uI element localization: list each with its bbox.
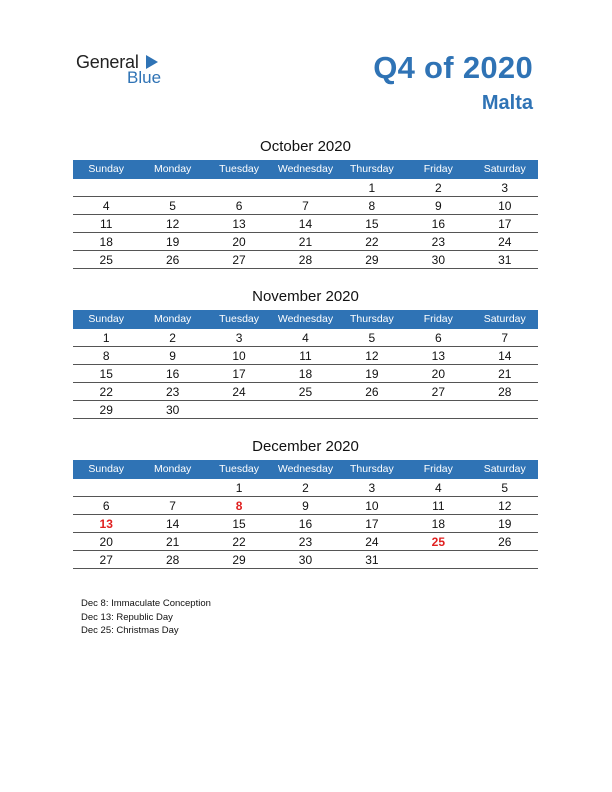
day-cell: 29 [99, 403, 113, 417]
month-title: December 2020 [252, 438, 359, 455]
day-cell: 9 [434, 199, 442, 213]
day-cell: 24 [498, 235, 512, 249]
week-row [73, 515, 538, 533]
day-cell [206, 179, 272, 196]
day-cell: 1 [368, 181, 376, 195]
day-cell: 23 [298, 535, 313, 549]
day-cell: 17 [232, 367, 246, 381]
day-cell: 10 [232, 349, 246, 363]
day-cell: 26 [365, 385, 379, 399]
day-cell: 27 [232, 253, 246, 267]
day-cell: 27 [99, 553, 113, 567]
day-cell: 28 [498, 385, 512, 399]
day-cell: 25 [298, 385, 313, 399]
day-cell: 1 [102, 331, 110, 345]
day-cell: 30 [298, 553, 313, 567]
day-cell: 11 [99, 217, 113, 231]
week-row [73, 479, 538, 497]
day-cell: 2 [434, 181, 442, 195]
week-row [73, 215, 538, 233]
holiday-note: Dec 8: Immaculate Conception [81, 598, 211, 609]
day-cell: 18 [431, 517, 445, 531]
day-cell: 12 [365, 349, 379, 363]
day-cell: 4 [302, 331, 309, 345]
weekday-label: Sunday [88, 163, 125, 175]
brand-blue-text: Blue [127, 68, 162, 87]
day-cell [272, 179, 338, 196]
day-cell: 6 [235, 199, 243, 213]
day-cell: 19 [165, 235, 180, 249]
day-cell [472, 401, 538, 418]
holiday-day-cell: 13 [99, 517, 113, 531]
day-cell: 25 [99, 253, 113, 267]
page-title: Q4 of 2020 [373, 50, 533, 85]
day-cell: 11 [432, 499, 445, 513]
weekday-label: Wednesday [277, 313, 334, 325]
day-cell: 24 [365, 535, 379, 549]
day-cell [472, 551, 538, 568]
weekday-header [73, 310, 538, 329]
week-row [73, 401, 538, 419]
week-row [73, 251, 538, 269]
weekday-label: Monday [153, 313, 192, 325]
day-cell: 8 [368, 199, 376, 213]
day-cell: 22 [232, 535, 246, 549]
weekday-label: Friday [423, 313, 453, 325]
day-cell [339, 401, 405, 418]
day-cell: 20 [99, 535, 113, 549]
day-cell: 13 [232, 217, 246, 231]
day-cell: 3 [501, 181, 509, 195]
week-row [73, 383, 538, 401]
week-row [73, 533, 538, 551]
day-cell: 14 [165, 517, 180, 531]
day-cell: 14 [498, 349, 512, 363]
week-row [73, 497, 538, 515]
day-cell: 5 [501, 481, 509, 495]
weekday-label: Monday [153, 463, 192, 475]
day-cell: 24 [232, 385, 246, 399]
day-cell: 4 [434, 481, 442, 495]
day-cell: 28 [165, 553, 180, 567]
day-cell: 22 [99, 385, 113, 399]
holiday-note: Dec 25: Christmas Day [81, 625, 179, 636]
day-cell [73, 179, 139, 196]
month-calendar [73, 287, 538, 419]
day-cell: 5 [169, 199, 176, 213]
day-cell: 14 [298, 217, 313, 231]
day-cell: 3 [235, 331, 243, 345]
brand-logo [76, 52, 176, 88]
weekday-label: Monday [153, 163, 192, 175]
day-cell: 8 [102, 349, 110, 363]
month-title: October 2020 [260, 138, 351, 155]
day-cell: 30 [165, 403, 180, 417]
weekday-label: Thursday [350, 163, 394, 175]
day-cell: 1 [235, 481, 243, 495]
country-name: Malta [481, 92, 533, 114]
weekday-label: Sunday [88, 463, 125, 475]
day-cell: 16 [298, 517, 313, 531]
day-cell: 21 [498, 367, 512, 381]
day-cell: 4 [102, 199, 110, 213]
weekday-header [73, 460, 538, 479]
day-cell: 7 [169, 499, 176, 513]
week-row [73, 551, 538, 569]
brand-general-text: General [76, 52, 139, 72]
day-cell: 19 [498, 517, 512, 531]
day-cell: 15 [232, 517, 246, 531]
holiday-day-cell: 25 [431, 535, 445, 549]
day-cell: 16 [431, 217, 445, 231]
day-cell [206, 401, 272, 418]
weekday-label: Wednesday [277, 163, 334, 175]
day-cell: 22 [365, 235, 379, 249]
day-cell: 12 [165, 217, 180, 231]
day-cell: 7 [501, 331, 509, 345]
week-row [73, 365, 538, 383]
day-cell: 21 [298, 235, 313, 249]
day-cell: 28 [298, 253, 313, 267]
week-row [73, 233, 538, 251]
weekday-label: Saturday [483, 463, 526, 475]
weekday-label: Thursday [350, 313, 394, 325]
day-cell: 17 [365, 517, 379, 531]
holiday-note: Dec 13: Republic Day [81, 611, 173, 623]
weekday-label: Tuesday [219, 313, 259, 325]
day-cell: 31 [365, 553, 379, 567]
day-cell: 9 [169, 349, 176, 363]
weekday-label: Friday [423, 463, 453, 475]
day-cell: 19 [365, 367, 379, 381]
day-cell: 10 [498, 199, 512, 213]
day-cell: 5 [368, 331, 376, 345]
weekday-label: Sunday [88, 313, 125, 325]
month-calendar [73, 437, 538, 569]
day-cell: 6 [102, 499, 110, 513]
day-cell: 31 [498, 253, 512, 267]
day-cell [405, 551, 471, 568]
day-cell: 27 [431, 385, 445, 399]
day-cell: 20 [431, 367, 445, 381]
week-row [73, 179, 538, 197]
weekday-label: Thursday [350, 463, 394, 475]
day-cell: 10 [365, 499, 379, 513]
day-cell: 18 [99, 235, 113, 249]
month-title: November 2020 [252, 288, 359, 305]
day-cell: 15 [99, 367, 113, 381]
month-calendar [73, 137, 538, 269]
brand-triangle-icon [146, 55, 158, 69]
day-cell: 26 [165, 253, 180, 267]
day-cell: 2 [169, 331, 176, 345]
week-row [73, 197, 538, 215]
weekday-header [73, 160, 538, 179]
day-cell [405, 401, 471, 418]
weekday-label: Friday [423, 163, 453, 175]
day-cell: 23 [165, 385, 180, 399]
day-cell: 30 [431, 253, 445, 267]
week-row [73, 347, 538, 365]
day-cell: 6 [434, 331, 442, 345]
week-row [73, 329, 538, 347]
holiday-notes [81, 597, 211, 638]
day-cell: 11 [299, 349, 312, 363]
day-cell: 2 [302, 481, 309, 495]
day-cell: 29 [232, 553, 246, 567]
day-cell: 29 [365, 253, 379, 267]
weekday-label: Tuesday [219, 163, 259, 175]
day-cell: 9 [302, 499, 309, 513]
weekday-label: Saturday [483, 163, 526, 175]
day-cell: 23 [431, 235, 445, 249]
weekday-label: Wednesday [277, 463, 334, 475]
day-cell: 12 [498, 499, 512, 513]
day-cell: 15 [365, 217, 379, 231]
day-cell: 17 [498, 217, 512, 231]
day-cell: 7 [302, 199, 309, 213]
day-cell: 21 [165, 535, 180, 549]
day-cell [272, 401, 338, 418]
day-cell: 16 [165, 367, 180, 381]
holiday-day-cell: 8 [235, 499, 243, 513]
day-cell: 20 [232, 235, 246, 249]
day-cell: 26 [498, 535, 512, 549]
day-cell [73, 479, 139, 496]
weekday-label: Tuesday [219, 463, 259, 475]
weekday-label: Saturday [483, 313, 526, 325]
day-cell: 18 [298, 367, 313, 381]
day-cell: 13 [431, 349, 445, 363]
day-cell [139, 479, 205, 496]
day-cell: 3 [368, 481, 376, 495]
day-cell [139, 179, 205, 196]
